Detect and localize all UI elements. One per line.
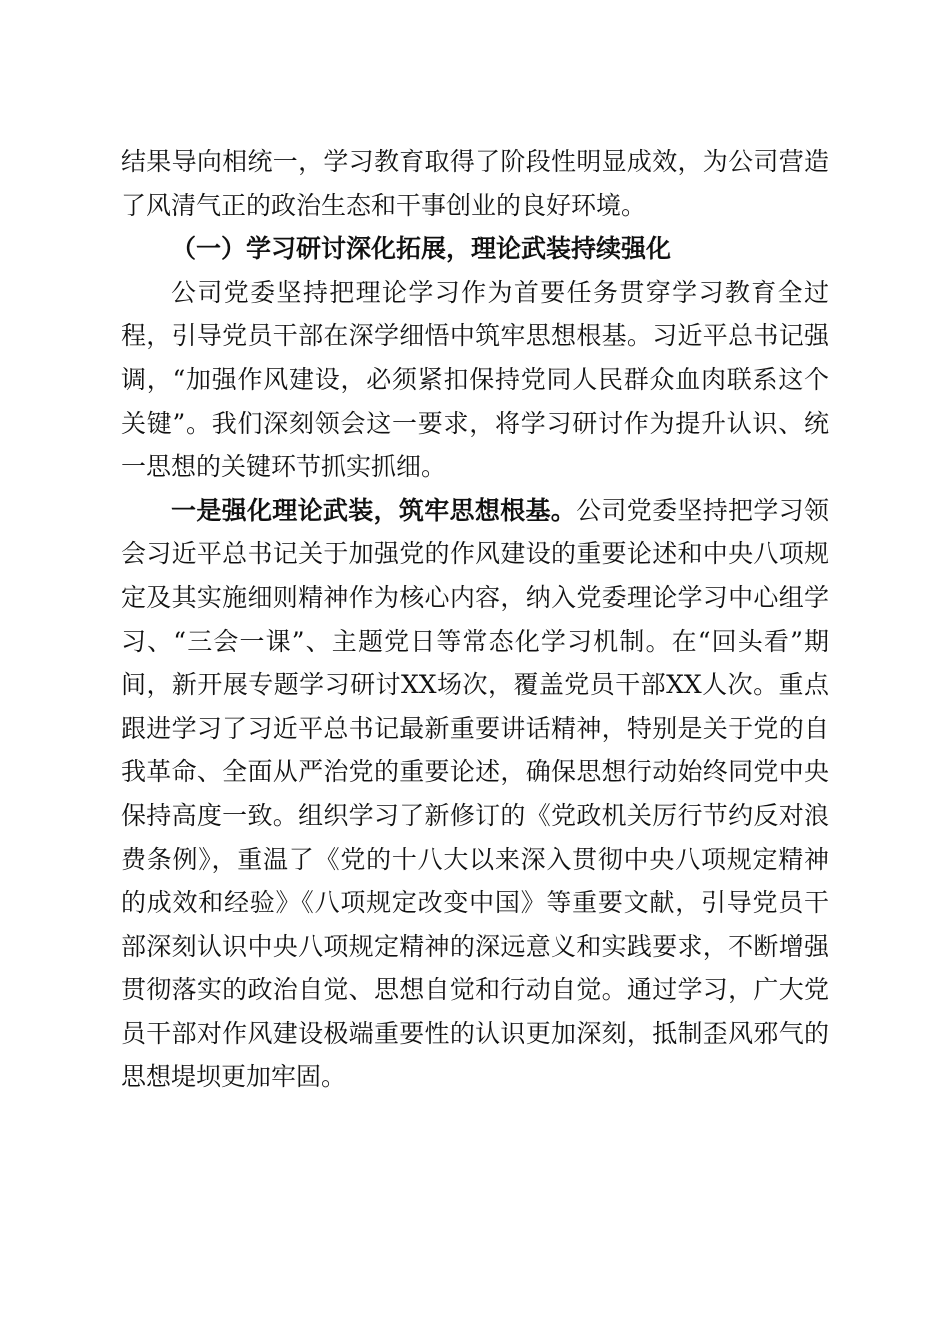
section-heading: （一）学习研讨深化拓展，理论武装持续强化	[171, 234, 672, 264]
paragraph-lead-sentence: 一是强化理论武装，筑牢思想根基。	[171, 495, 577, 525]
paragraph-point-one	[121, 489, 829, 1099]
paragraph-continuation: 结果导向相统一，学习教育取得了阶段性明显成效，为公司营造了风清气正的政治生态和干事创业的良好环境。	[121, 147, 829, 220]
paragraph-intro: 公司党委坚持把理论学习作为首要任务贯穿学习教育全过程，引导党员干部在深学细悟中筑牢思想根基。习近平总书记强调，“加强作风建设，必须紧扣保持党同人民群众血肉联系这个关键”。我们深刻领会这一要求，将学习研讨作为提升认识、统一思想的关键环节抓实抓细。	[121, 277, 829, 482]
document-body	[121, 140, 829, 1099]
paragraph-body-text: 公司党委坚持把学习领会习近平总书记关于加强党的作风建设的重要论述和中央八项规定及其实施细则精神作为核心内容，纳入党委理论学习中心组学习、“三会一课”、主题党日等常态化学习机制。在“回头看”期间，新开展专题学习研讨XX场次，覆盖党员干部XX人次。重点跟进学习了习近平总书记最新重要讲话精神，特别是关于党的自我革命、全面从严治党的重要论述，确保思想行动始终同党中央保持高度一致。组织学习了新修订的《党政机关厉行节约反对浪费条例》，重温了《党的十八大以来深入贯彻中央八项规定精神的成效和经验》《八项规定改变中国》等重要文献，引导党员干部深刻认识中央八项规定精神的深远意义和实践要求，不断增强贯彻落实的政治自觉、思想自觉和行动自觉。通过学习，广大党员干部对作风建设极端重要性的认识更加深刻，抵制歪风邪气的思想堤坝更加牢固。	[121, 495, 829, 1092]
